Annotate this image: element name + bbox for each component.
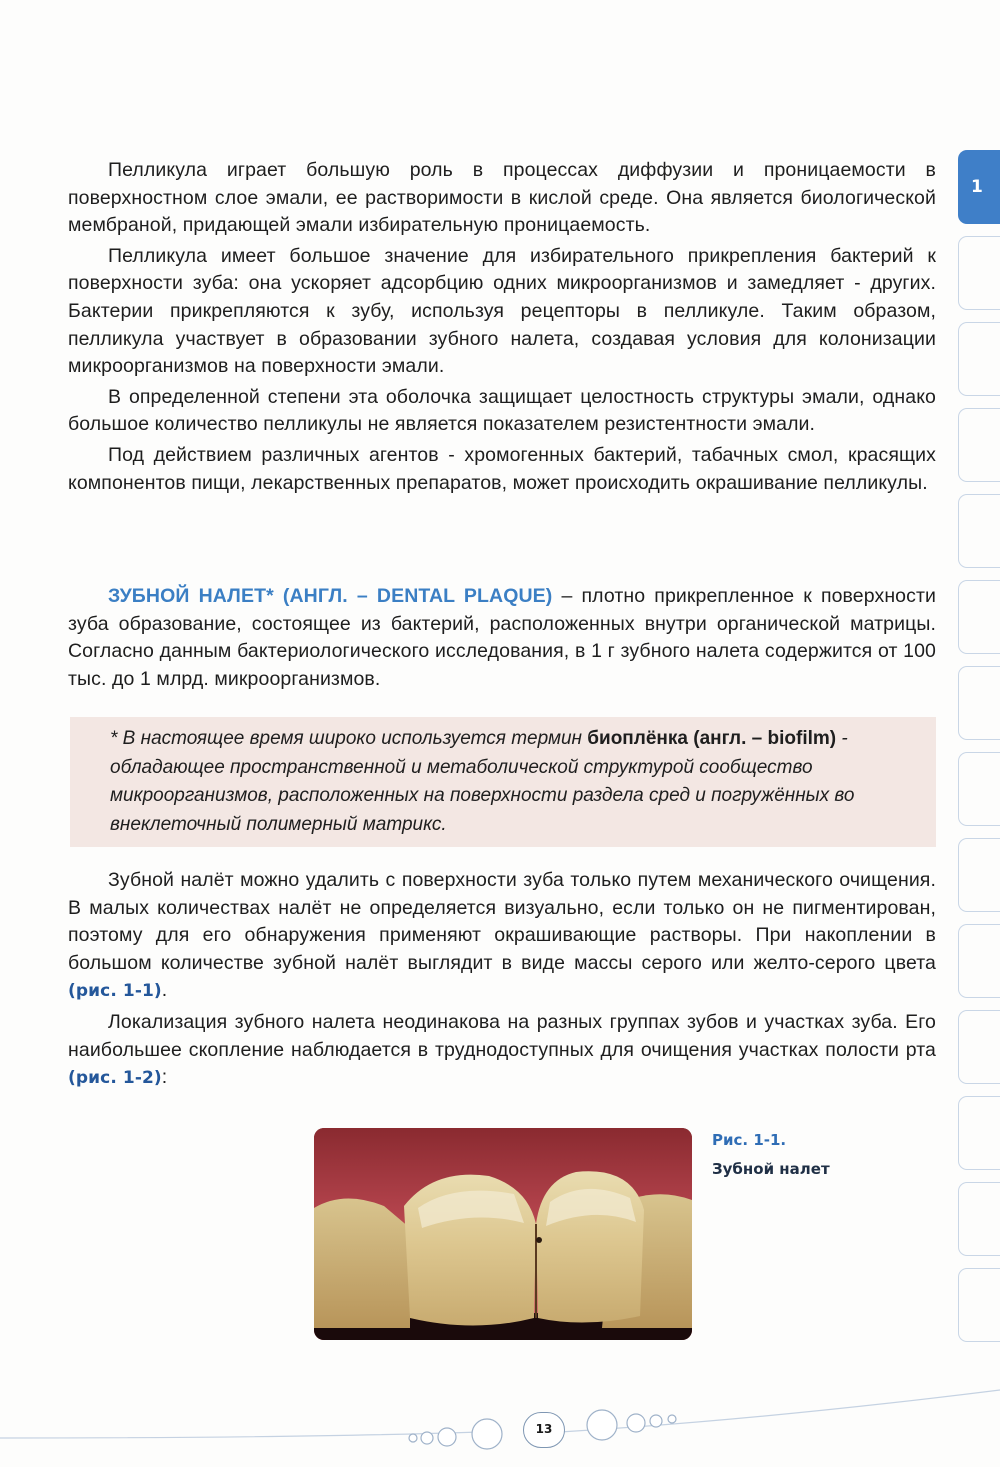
bubble-icon: [587, 1410, 617, 1440]
note-text: [110, 725, 920, 839]
page-number: 13: [523, 1412, 565, 1448]
footer-decoration: [0, 1380, 1000, 1467]
note-prefix: * В настоящее время широко используется термин: [110, 728, 588, 749]
bubble-icon: [409, 1434, 417, 1442]
chapter-tab[interactable]: [958, 1010, 1000, 1084]
bubble-icon: [438, 1428, 456, 1446]
figure-reference: (рис. 1-1): [68, 981, 162, 1002]
note-term: биоплёнка (англ. – biofilm): [587, 728, 837, 749]
chapter-tab[interactable]: [958, 924, 1000, 998]
plaque-text: [68, 867, 936, 1093]
paragraph: Под действием различных агентов - хромогенных бактерий, табачных смол, красящих компонентов пищи, лекарственных препаратов, может происходить окрашивание пелликулы.: [68, 443, 936, 494]
chapter-tab-active[interactable]: [958, 150, 1000, 224]
note-suffix: - обладающее пространственной и метаболической структурой сообщество микроорганизмов, расположенных на поверхности раздела сред и погружённых во внеклеточный полимерный матрикс.: [110, 728, 855, 835]
chapter-tab[interactable]: [958, 1182, 1000, 1256]
chapter-tab-label: 1: [971, 177, 983, 197]
paragraph-end: :: [161, 1066, 168, 1089]
figure-reference: (рис. 1-2): [68, 1068, 162, 1089]
chapter-tab[interactable]: [958, 236, 1000, 310]
chapter-tab[interactable]: [958, 494, 1000, 568]
intro-text: [68, 157, 936, 497]
bubble-icon: [421, 1432, 433, 1444]
definition-block: [68, 583, 936, 693]
chapter-tab[interactable]: [958, 838, 1000, 912]
paragraph-text: Локализация зубного налета неодинакова на разных группах зубов и участках зуба. Его наибольшее скопление наблюдается в труднодоступных для очищения участках полости рта: [68, 1010, 936, 1061]
paragraph: Пелликула играет большую роль в процессах диффузии и проницаемости в поверхностном слое эмали, ее растворимости в кислой среде. Она является биологической мембраной, придающей эмали избирательную проницаемость.: [68, 159, 936, 237]
definition-text: – плотно прикрепленное к поверхности зуба образование, состоящее из бактерий, расположенных внутри органической матрицы. Согласно данным бактериологического исследования, в 1 г зубного налета содержится от 100 тыс. до 1 млрд. микроорганизмов.: [68, 585, 937, 690]
chapter-tab[interactable]: [958, 1096, 1000, 1170]
bubble-icon: [472, 1419, 502, 1449]
term-dental-plaque: ЗУБНОЙ НАЛЕТ* (АНГЛ. – DENTAL PLAQUE): [108, 585, 553, 607]
figure-number: Рис. 1-1.: [712, 1131, 787, 1149]
chapter-tab[interactable]: [958, 666, 1000, 740]
paragraph: Пелликула имеет большое значение для избирательного прикрепления бактерий к поверхности зуба: она ускоряет адсорбцию одних микроорганизмов и замедляет - других. Бактерии прикрепляются к зубу, используя рецепторы в пелликуле. Таким образом, пелликула участвует в образовании зубного налета, создавая условия для колонизации микроорганизмов на поверхности эмали.: [68, 244, 936, 378]
paragraph-end: .: [161, 979, 168, 1002]
chapter-tab[interactable]: [958, 580, 1000, 654]
figure-caption: [712, 1128, 912, 1181]
paragraph-text: Зубной налёт можно удалить с поверхности зуба только путем механического очищения. В малых количествах налёт не определяется визуально, если только он не пигментирован, поэтому для его обнаружения применяют окрашивающие растворы. При накоплении в большом количестве зубной налёт выглядит в виде массы серого или желто-серого цвета: [68, 869, 936, 974]
dental-plaque-photo: [314, 1128, 692, 1340]
teeth-illustration: [314, 1128, 692, 1340]
biofilm-note: [70, 717, 936, 847]
paragraph: В определенной степени эта оболочка защищает целостность структуры эмали, однако большое количество пелликулы не является показателем резистентности эмали.: [68, 385, 936, 436]
chapter-tab[interactable]: [958, 408, 1000, 482]
paragraph: [68, 867, 936, 1006]
chapter-tab[interactable]: [958, 1268, 1000, 1342]
bubble-icon: [627, 1414, 645, 1432]
bubble-icon: [668, 1415, 676, 1423]
bubble-icon: [650, 1415, 662, 1427]
chapter-tab[interactable]: [958, 322, 1000, 396]
chapter-tab[interactable]: [958, 752, 1000, 826]
lateral-tooth-left: [314, 1198, 410, 1328]
paragraph: [68, 1009, 936, 1093]
figure-title: Зубной налет: [712, 1160, 830, 1178]
definition-paragraph: [68, 583, 936, 693]
